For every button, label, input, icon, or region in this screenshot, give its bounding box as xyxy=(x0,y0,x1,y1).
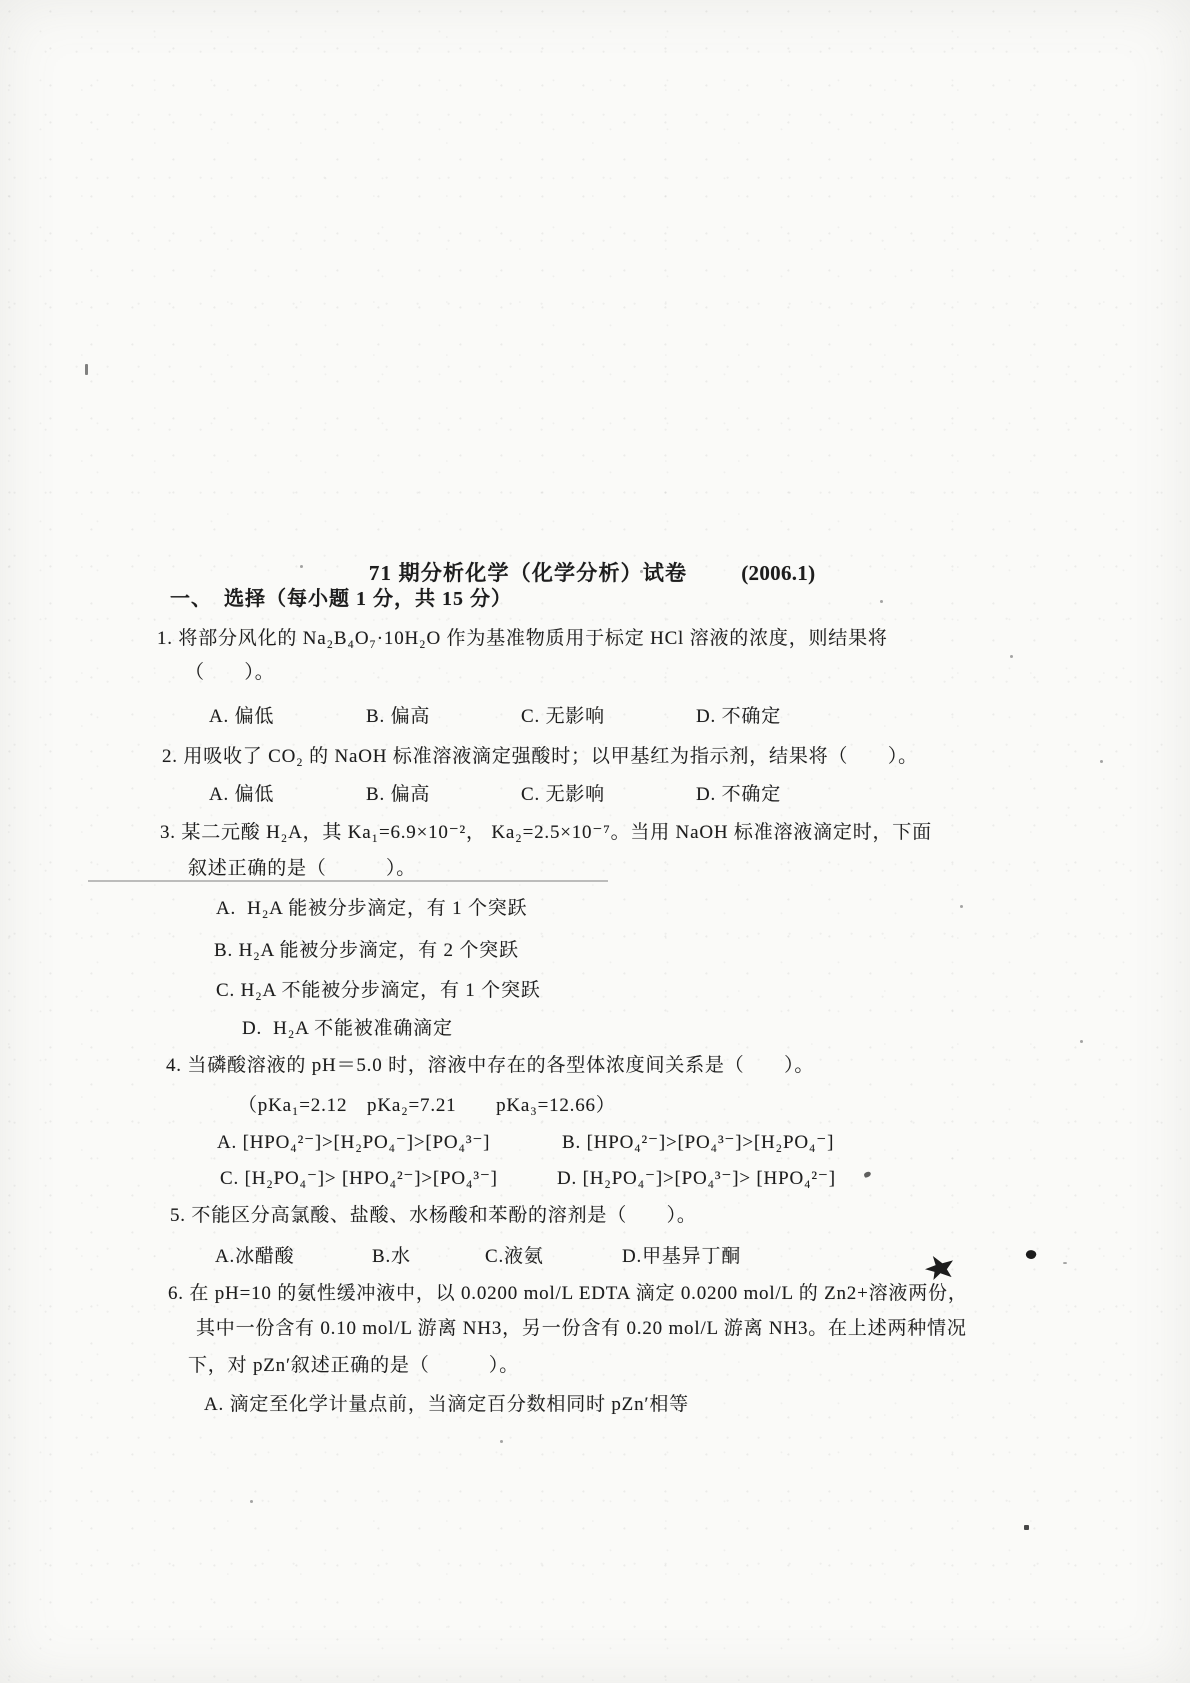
speck xyxy=(640,570,643,573)
speck xyxy=(880,600,883,603)
q4-pka-line: （pKa₁=2.12 pKa₂=7.21 pKa₃=12.66） xyxy=(238,1095,616,1116)
speck xyxy=(1080,1040,1083,1043)
q2-option-a: A. 偏低 xyxy=(209,784,275,805)
q3-option-d: D. H₂A 不能被准确滴定 xyxy=(242,1018,453,1039)
q6-line1: 6. 在 pH=10 的氨性缓冲液中，以 0.0200 mol/L EDTA 滴定 0.0200 mol/L 的 Zn2+溶液两份， xyxy=(168,1283,968,1304)
speck xyxy=(1063,1262,1067,1264)
q3-option-c: C. H₂A 不能被分步滴定，有 1 个突跃 xyxy=(216,980,541,1001)
q4-option-d: D. [H₂PO₄⁻]>[PO₄³⁻]> [HPO₄²⁻] xyxy=(557,1168,836,1189)
q5-line1: 5. 不能区分高氯酸、盐酸、水杨酸和苯酚的溶剂是（ ）。 xyxy=(170,1205,697,1226)
q1-line1: 1. 将部分风化的 Na₂B₄O₇·10H₂O 作为基准物质用于标定 HCl 溶液的浓度，则结果将 xyxy=(157,628,888,649)
speck xyxy=(960,905,963,908)
q2-line1: 2. 用吸收了 CO₂ 的 NaOH 标准溶液滴定强酸时；以甲基红为指示剂，结果将（ ）。 xyxy=(162,746,918,767)
q3-line2: 叙述正确的是（ ）。 xyxy=(188,858,417,879)
q1-option-b: B. 偏高 xyxy=(366,706,431,727)
ink-comma-mark xyxy=(863,1171,871,1178)
ink-smudge-arrow xyxy=(925,1256,953,1280)
q6-line2: 其中一份含有 0.10 mol/L 游离 NH3，另一份含有 0.20 mol/L 游离 NH3。在上述两种情况 xyxy=(196,1318,967,1339)
q4-option-a: A. [HPO₄²⁻]>[H₂PO₄⁻]>[PO₄³⁻] xyxy=(217,1132,491,1153)
q4-option-c: C. [H₂PO₄⁻]> [HPO₄²⁻]>[PO₄³⁻] xyxy=(220,1168,498,1189)
q3-option-b: B. H₂A 能被分步滴定，有 2 个突跃 xyxy=(214,940,519,961)
ink-blob xyxy=(1025,1248,1038,1260)
speck xyxy=(1100,760,1103,763)
q3-line1: 3. 某二元酸 H₂A，其 Ka₁=6.9×10⁻²， Ka₂=2.5×10⁻⁷。当用 NaOH 标准溶液滴定时，下面 xyxy=(160,822,932,843)
q2-option-b: B. 偏高 xyxy=(366,784,431,805)
speck xyxy=(500,1440,503,1443)
exam-edition: (2006.1) xyxy=(741,561,816,585)
q4-line1: 4. 当磷酸溶液的 pH＝5.0 时，溶液中存在的各型体浓度间关系是（ ）。 xyxy=(166,1055,815,1076)
margin-tick xyxy=(85,364,88,375)
speck xyxy=(250,1500,253,1503)
q1-option-d: D. 不确定 xyxy=(696,706,782,727)
page-title: 71 期分析化学（化学分析）试卷 xyxy=(368,561,688,585)
speck xyxy=(300,565,303,568)
speck xyxy=(1010,655,1013,658)
underline-rule xyxy=(88,880,608,882)
q1-line2: （ ）。 xyxy=(185,662,275,683)
q5-option-b: B.水 xyxy=(372,1246,411,1267)
q6-line3: 下，对 pZn′叙述正确的是（ ）。 xyxy=(188,1355,520,1376)
q1-option-a: A. 偏低 xyxy=(209,706,275,727)
q2-option-d: D. 不确定 xyxy=(696,784,782,805)
q6-option-a: A. 滴定至化学计量点前，当滴定百分数相同时 pZn′相等 xyxy=(204,1394,689,1415)
section-heading: 一、 选择（每小题 1 分，共 15 分） xyxy=(170,588,512,610)
q5-option-a: A.冰醋酸 xyxy=(215,1246,295,1267)
q5-option-d: D.甲基异丁酮 xyxy=(622,1246,742,1267)
ink-dot-bottom xyxy=(1024,1525,1029,1530)
q3-option-a: A. H₂A 能被分步滴定，有 1 个突跃 xyxy=(216,898,528,919)
q5-option-c: C.液氨 xyxy=(485,1246,544,1267)
q4-option-b: B. [HPO₄²⁻]>[PO₄³⁻]>[H₂PO₄⁻] xyxy=(562,1132,835,1153)
q1-option-c: C. 无影响 xyxy=(521,706,605,727)
q2-option-c: C. 无影响 xyxy=(521,784,605,805)
